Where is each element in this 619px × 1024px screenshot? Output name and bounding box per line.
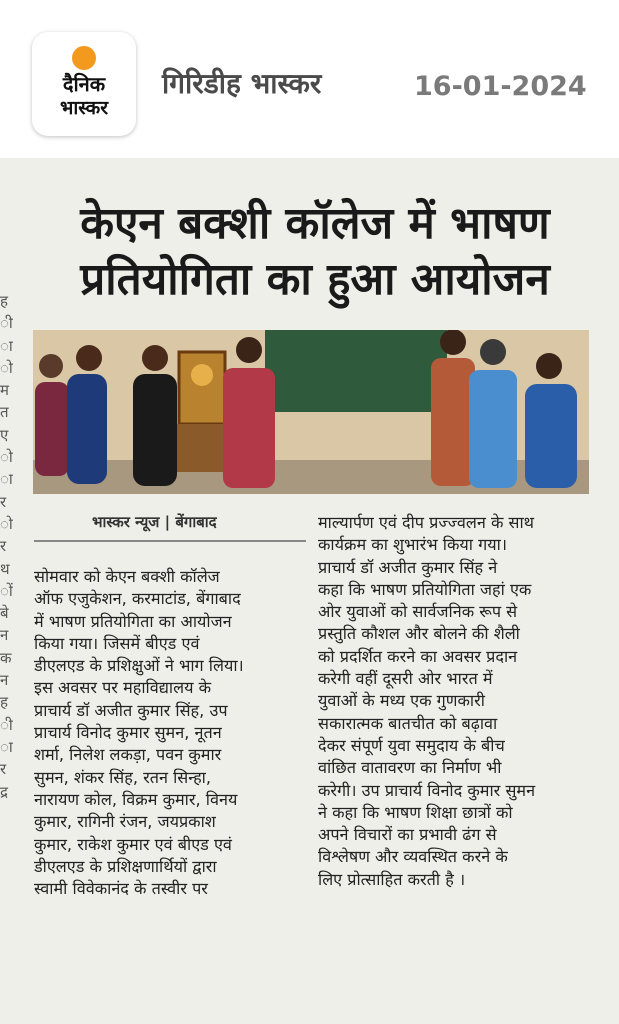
byline-divider [34,540,306,542]
paper-date: 16-01-2024 [414,71,587,102]
article-line: विश्लेषण और व्यवस्थित करने के [318,847,508,867]
article-line: ओर युवाओं को सार्वजनिक रूप से [318,602,518,622]
article-line: डीएलएड के प्रशिक्षुओं ने भाग लिया। [34,656,244,676]
article-line: प्राचार्य विनोद कुमार सुमन, नूतन [34,723,222,743]
adjacent-column-fragment: ह ी ा ो म त ए ो ा र ो र थ ों बे न क न ह ी ा र द्र [0,292,13,801]
chalkboard [265,330,447,412]
article-line: करेगी वहीं दूसरी ओर भारत में [318,669,493,689]
logo-line1: दैनिक [62,72,106,96]
swami-vivekanand-portrait [179,352,225,424]
article-line: नारायण कोल, विक्रम कुमार, विनय [34,789,238,809]
article-line: कुमार, राकेश कुमार एवं बीएड एवं [34,834,232,854]
article-line: माल्यार्पण एवं दीप प्रज्ज्वलन के साथ [318,513,535,532]
article-line: सोमवार को केएन बक्शी कॉलेज [34,567,220,586]
article-line: युवाओं के मध्य एक गुणकारी [318,691,485,711]
article-column-right [318,512,592,891]
logo-line2: भास्कर [59,97,109,119]
headline [20,196,610,308]
article-line: कुमार, रागिनी रंजन, जयप्रकाश [34,812,216,832]
article-line: किया गया। जिसमें बीएड एवं [34,633,200,653]
byline: भास्कर न्यूज | बेंगाबाद [92,513,217,531]
article-line: प्राचार्य डॉ अजीत कुमार सिंह, उप [34,700,228,720]
article-line: लिए प्रोत्साहित करती है । [318,869,466,889]
article-line: स्वामी विवेकानंद के तस्वीर पर [34,879,208,899]
article-line: में भाषण प्रतियोगिता का आयोजन [34,611,232,631]
article-line: करेगी। उप प्राचार्य विनोद कुमार सुमन [318,780,536,800]
headline-line2: प्रतियोगिता का हुआ आयोजन [80,254,550,305]
logo-sun-icon [72,46,96,70]
article-line: इस अवसर पर महाविद्यालय के [34,678,212,698]
article-line: ऑफ एजुकेशन, करमाटांड, बेंगाबाद [34,589,241,609]
article-line: शर्मा, निलेश लकड़ा, पवन कुमार [34,745,222,765]
article-line: अपने विचारों का प्रभावी ढंग से [318,825,497,845]
dainik-bhaskar-logo [32,32,136,136]
article-line: सुमन, शंकर सिंह, रतन सिन्हा, [34,767,212,787]
article-line: डीएलएड के प्रशिक्षणार्थियों द्वारा [34,856,217,876]
article-line: सकारात्मक बातचीत को बढ़ावा [318,713,498,733]
article-line: ने कहा कि भाषण शिक्षा छात्रों को [318,802,513,822]
article-line: वांछित वातावरण का निर्माण भी [318,758,502,778]
event-photo [33,330,589,494]
article-line: कहा कि भाषण प्रतियोगिता जहां एक [318,579,532,599]
article-line: कार्यक्रम का शुभारंभ किया गया। [318,535,507,555]
event-photo-illustration [33,330,589,494]
paper-name: गिरिडीह भास्कर [162,67,322,100]
article-line: देकर संपूर्ण युवा समुदाय के बीच [318,735,505,755]
article-line: प्राचार्य डॉ अजीत कुमार सिंह ने [318,557,498,577]
headline-line1: केएन बक्शी कॉलेज में भाषण [80,198,550,249]
article-line: प्रस्तुति कौशल और बोलने की शैली [318,624,520,644]
page-header [0,0,619,158]
article-line: को प्रदर्शित करने का अवसर प्रदान [318,646,518,666]
article-column-left [34,566,306,900]
portrait-face [191,364,213,386]
